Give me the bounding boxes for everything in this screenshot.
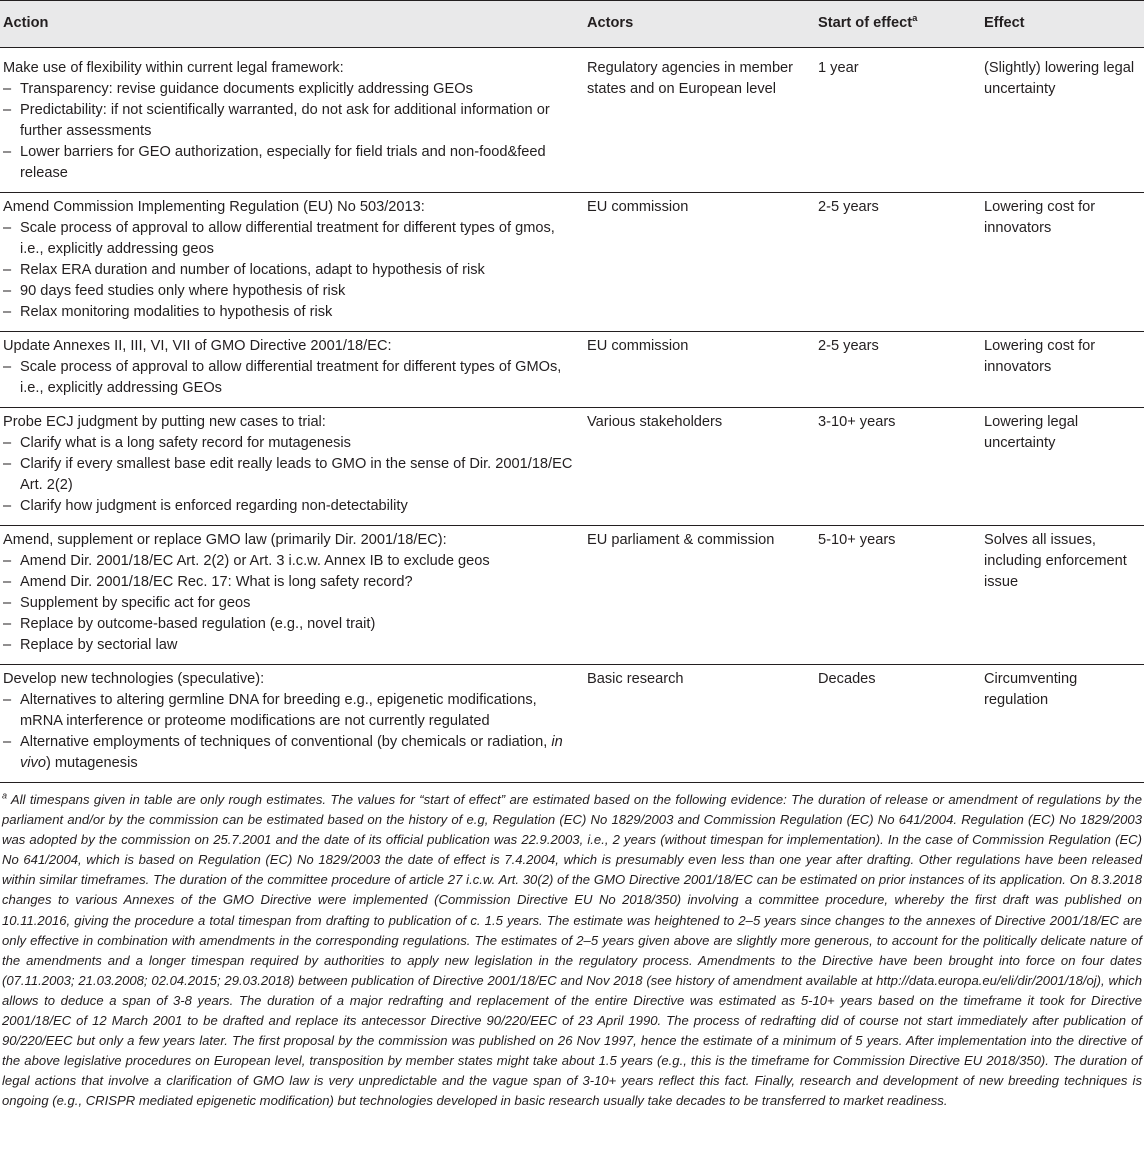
start-cell: Decades (815, 665, 981, 783)
action-bullets (3, 433, 578, 517)
table-row (0, 408, 1144, 526)
actors-cell: EU parliament & commission (584, 526, 815, 665)
action-cell (0, 193, 584, 332)
header-row (0, 1, 1144, 48)
action-bullet: – Replace by sectorial law (3, 635, 578, 656)
header-action: Action (0, 1, 584, 48)
start-cell: 2-5 years (815, 193, 981, 332)
action-bullets (3, 690, 578, 774)
action-bullets (3, 218, 578, 323)
action-bullets (3, 551, 578, 656)
table-body (0, 48, 1144, 783)
action-intro: Probe ECJ judgment by putting new cases to trial: (3, 414, 326, 430)
action-intro: Develop new technologies (speculative): (3, 671, 265, 687)
start-cell: 2-5 years (815, 332, 981, 408)
action-cell (0, 48, 584, 193)
effect-cell: Lowering cost for innovators (981, 332, 1144, 408)
effect-cell: (Slightly) lowering legal uncertainty (981, 48, 1144, 193)
effect-cell: Solves all issues, including enforcement issue (981, 526, 1144, 665)
bullet-text: Alternative employments of techniques of conventional (by chemicals or radiation, (20, 734, 552, 750)
actors-cell: Regulatory agencies in member states and on European level (584, 48, 815, 193)
action-bullet: – Predictability: if not scientifically warranted, do not ask for additional information or further assessments (3, 100, 578, 142)
action-cell (0, 408, 584, 526)
footnote-marker: a (2, 790, 8, 801)
table-header (0, 1, 1144, 48)
action-intro: Update Annexes II, III, VI, VII of GMO Directive 2001/18/EC: (3, 338, 392, 354)
start-cell: 5-10+ years (815, 526, 981, 665)
action-bullet: – Clarify what is a long safety record for mutagenesis (3, 433, 578, 454)
header-actors: Actors (584, 1, 815, 48)
action-bullet: – Alternatives to altering germline DNA for breeding e.g., epigenetic modifications, mRNA interference or proteome modifications are not currently regulated (3, 690, 578, 732)
table-row (0, 193, 1144, 332)
action-bullets (3, 357, 578, 399)
bullet-text: ) mutagenesis (45, 755, 138, 771)
header-start-of-effect (815, 1, 981, 48)
action-intro: Amend, supplement or replace GMO law (primarily Dir. 2001/18/EC): (3, 532, 447, 548)
actors-cell: Various stakeholders (584, 408, 815, 526)
footnote-marker: a (912, 13, 918, 25)
action-cell (0, 526, 584, 665)
header-start-label: Start of effect (818, 15, 913, 31)
table-footnote (2, 790, 1142, 1112)
footnote-text: All timespans given in table are only rough estimates. The values for “start of effect” are estimated based on the following evidence: The duration of release or amendment of regulations by the parliament and/or by the commission can be estimated based on the history of e.g, Regulation (EC) No 1829/2003 and Commission Regulation (EC) No 641/2004. Regulation (EC) No 1829/2003 was adopted by the commission on 25.7.2001 and the date of its official publication was 22.9.2003, i.e., 2 years (without timespan for implementation). In the case of Commission Regulation (EC) No 641/2004, which is based on Regulation (EC) No 1829/2003 the date of effect is 7.4.2004, which is presumably even less than one year after drafting. Other regulations have been released within similar timeframes. The duration of the committee procedure of article 27 i.c.w. Art. 30(2) of the GMO Directive 2001/18/EC can be estimated on prior instances of its application. On 8.3.2018 changes to various Annexes of the GMO Directive were implemented (Commission Directive EU No 2018/350) involving a committee procedure, whereby the first draft was published on 10.11.2016, giving the procedure a total timespan from drafting to publication of c. 1.5 years. The estimate was heightened to 2–5 years since changes to the annexes of Directive 2001/18/EC are only effective in combination with amendments in the corresponding regulations. The estimates of 2–5 years given above are slightly more generous, to account for the politically delicate nature of the amendments and a longer timespan required by authorities to apply new legislation in the regulatory process. Amendments to the Directive have been brought into force on four dates (07.11.2003; 21.03.2008; 02.04.2015; 29.03.2018) between publication of Directive 2001/18/EC and Nov 2018 (see history of amendment available at http://data.europa.eu/eli/dir/2001/18/oj), which allows to deduce a span of 3-8 years. The duration of a major redrafting and replacement of the entire Directive was estimated as 5-10+ years based on the timeframe it took for Directive 2001/18/EC of 12 March 2001 to be drafted and replace its antecessor Directive 90/220/EEC of 23 April 1990. The process of redrafting did of course not start immediately after publication of 90/220/EEC but only a few years later. The first proposal by the commission was published on 26 Nov 1997, hence the estimate of a minimum of 5 years. After implementation into the directive of the above legislative procedures on European level, transposition by member states might take about 1.5 years (e.g., this is the timeframe for Commission Directive EU 2018/350). The duration of legal actions that involve a clarification of GMO law is very unpredictable and the vague span of 3-10+ years reflect this fact. Finally, research and development of new breeding techniques is ongoing (e.g., CRISPR mediated epigenetic modification) but technologies developed in basic research usually take decades to be transferred to market readiness. (2, 792, 1142, 1109)
table-row (0, 332, 1144, 408)
bullet-italic-text: in vivo (20, 734, 563, 771)
start-cell: 3-10+ years (815, 408, 981, 526)
action-bullet: – Replace by outcome-based regulation (e.g., novel trait) (3, 614, 578, 635)
actors-cell: Basic research (584, 665, 815, 783)
table-row (0, 526, 1144, 665)
action-bullet: – Scale process of approval to allow differential treatment for different types of gmos, i.e., explicitly addressing geos (3, 218, 578, 260)
effect-cell: Circumventing regulation (981, 665, 1144, 783)
action-bullet: – Clarify if every smallest base edit really leads to GMO in the sense of Dir. 2001/18/EC Art. 2(2) (3, 454, 578, 496)
header-effect: Effect (981, 1, 1144, 48)
action-intro: Make use of flexibility within current legal framework: (3, 60, 344, 76)
action-cell (0, 665, 584, 783)
start-cell: 1 year (815, 48, 981, 193)
action-bullet: – Relax monitoring modalities to hypothesis of risk (3, 302, 578, 323)
table-row (0, 665, 1144, 783)
action-bullet (3, 732, 578, 774)
action-bullet: – Supplement by specific act for geos (3, 593, 578, 614)
effect-cell: Lowering legal uncertainty (981, 408, 1144, 526)
action-bullet: – 90 days feed studies only where hypothesis of risk (3, 281, 578, 302)
action-bullet: – Amend Dir. 2001/18/EC Rec. 17: What is long safety record? (3, 572, 578, 593)
actors-cell: EU commission (584, 332, 815, 408)
action-cell (0, 332, 584, 408)
actors-cell: EU commission (584, 193, 815, 332)
action-bullet: – Lower barriers for GEO authorization, especially for field trials and non-food&feed release (3, 142, 578, 184)
table-row (0, 48, 1144, 193)
action-bullets (3, 79, 578, 184)
action-bullet: – Scale process of approval to allow differential treatment for different types of GMOs, i.e., explicitly addressing GEOs (3, 357, 578, 399)
action-intro: Amend Commission Implementing Regulation (EU) No 503/2013: (3, 199, 425, 215)
action-bullet: – Transparency: revise guidance documents explicitly addressing GEOs (3, 79, 578, 100)
effect-cell: Lowering cost for innovators (981, 193, 1144, 332)
action-bullet: – Amend Dir. 2001/18/EC Art. 2(2) or Art. 3 i.c.w. Annex IB to exclude geos (3, 551, 578, 572)
action-bullet: – Relax ERA duration and number of locations, adapt to hypothesis of risk (3, 260, 578, 281)
action-bullet: – Clarify how judgment is enforced regarding non-detectability (3, 496, 578, 517)
